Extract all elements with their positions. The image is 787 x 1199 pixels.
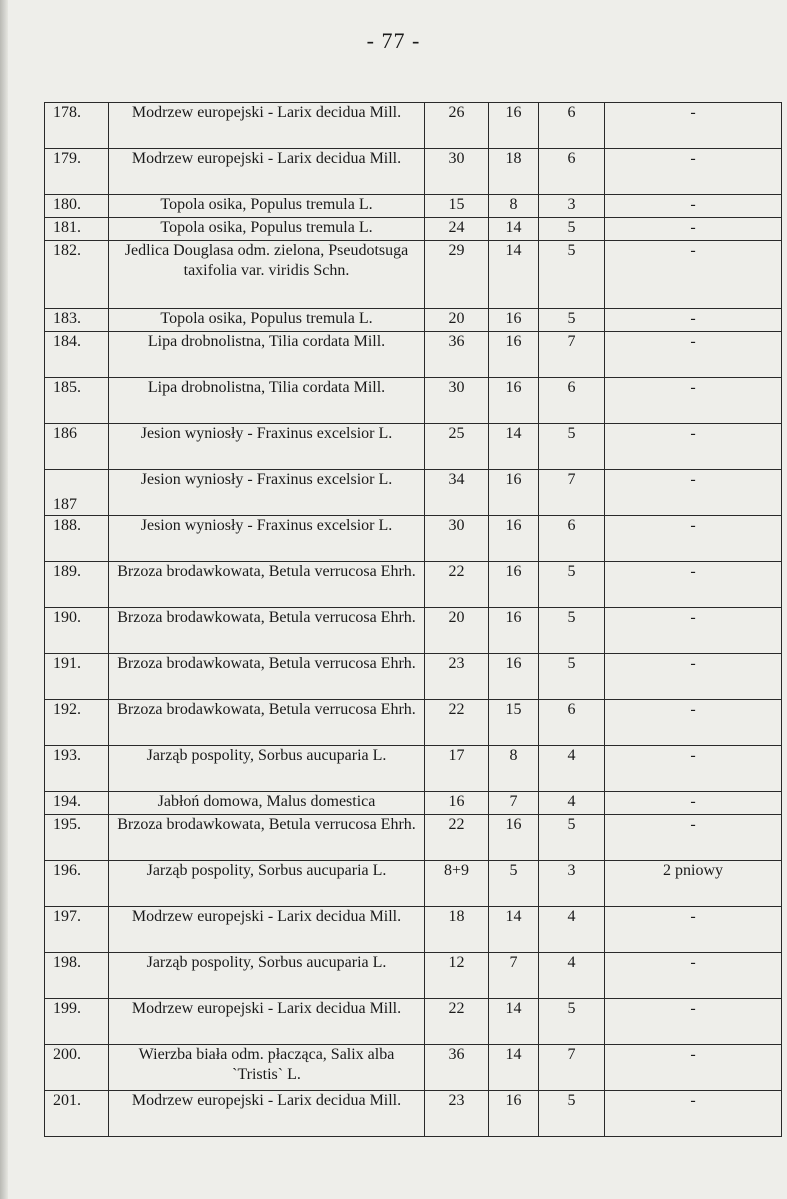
value-b-cell: 7 bbox=[489, 792, 539, 815]
value-b-cell: 14 bbox=[489, 424, 539, 470]
species-name-cell: Modrzew europejski - Larix decidua Mill. bbox=[109, 907, 425, 953]
species-name-cell: Jabłoń domowa, Malus domestica bbox=[109, 792, 425, 815]
species-name-cell: Jesion wyniosły - Fraxinus excelsior L. bbox=[109, 470, 425, 516]
value-c-cell: 3 bbox=[539, 861, 605, 907]
table-row bbox=[45, 1045, 782, 1091]
species-name-cell: Brzoza brodawkowata, Betula verrucosa Ehrh. bbox=[109, 815, 425, 861]
remarks-cell: - bbox=[605, 103, 782, 149]
value-c-cell: 4 bbox=[539, 746, 605, 792]
species-name-cell: Brzoza brodawkowata, Betula verrucosa Ehrh. bbox=[109, 608, 425, 654]
remarks-cell: - bbox=[605, 241, 782, 309]
value-a-cell: 22 bbox=[425, 815, 489, 861]
remarks-cell: - bbox=[605, 999, 782, 1045]
tree-inventory-table bbox=[44, 102, 782, 1137]
remarks-cell: - bbox=[605, 470, 782, 516]
value-a-cell: 30 bbox=[425, 516, 489, 562]
remarks-cell: - bbox=[605, 654, 782, 700]
value-b-cell: 16 bbox=[489, 562, 539, 608]
value-a-cell: 30 bbox=[425, 149, 489, 195]
value-a-cell: 30 bbox=[425, 378, 489, 424]
value-c-cell: 6 bbox=[539, 103, 605, 149]
remarks-cell: - bbox=[605, 195, 782, 218]
remarks-cell: - bbox=[605, 1045, 782, 1091]
remarks-cell: - bbox=[605, 562, 782, 608]
page-edge-shadow bbox=[0, 0, 8, 1199]
value-c-cell: 7 bbox=[539, 332, 605, 378]
value-c-cell: 6 bbox=[539, 700, 605, 746]
remarks-cell: - bbox=[605, 608, 782, 654]
table-row bbox=[45, 241, 782, 309]
value-a-cell: 23 bbox=[425, 654, 489, 700]
value-a-cell: 23 bbox=[425, 1091, 489, 1137]
remarks-cell: - bbox=[605, 1091, 782, 1137]
remarks-cell: - bbox=[605, 332, 782, 378]
remarks-cell: - bbox=[605, 746, 782, 792]
species-name-cell: Jesion wyniosły - Fraxinus excelsior L. bbox=[109, 424, 425, 470]
value-a-cell: 15 bbox=[425, 195, 489, 218]
value-b-cell: 16 bbox=[489, 815, 539, 861]
value-b-cell: 16 bbox=[489, 470, 539, 516]
row-number-cell: 184. bbox=[45, 332, 109, 378]
table-row bbox=[45, 309, 782, 332]
remarks-cell: - bbox=[605, 309, 782, 332]
table-row bbox=[45, 562, 782, 608]
value-b-cell: 16 bbox=[489, 608, 539, 654]
value-b-cell: 14 bbox=[489, 1045, 539, 1091]
value-c-cell: 5 bbox=[539, 241, 605, 309]
row-number-cell: 201. bbox=[45, 1091, 109, 1137]
table-row bbox=[45, 654, 782, 700]
value-c-cell: 7 bbox=[539, 1045, 605, 1091]
table-row bbox=[45, 700, 782, 746]
row-number-cell: 182. bbox=[45, 241, 109, 309]
value-b-cell: 16 bbox=[489, 516, 539, 562]
species-name-cell: Brzoza brodawkowata, Betula verrucosa Ehrh. bbox=[109, 700, 425, 746]
value-a-cell: 36 bbox=[425, 1045, 489, 1091]
value-a-cell: 26 bbox=[425, 103, 489, 149]
species-name-cell: Lipa drobnolistna, Tilia cordata Mill. bbox=[109, 378, 425, 424]
row-number-cell: 199. bbox=[45, 999, 109, 1045]
value-a-cell: 34 bbox=[425, 470, 489, 516]
value-c-cell: 6 bbox=[539, 516, 605, 562]
row-number-cell: 179. bbox=[45, 149, 109, 195]
row-number-cell: 190. bbox=[45, 608, 109, 654]
table-row bbox=[45, 746, 782, 792]
remarks-cell: - bbox=[605, 516, 782, 562]
table-row bbox=[45, 424, 782, 470]
value-b-cell: 5 bbox=[489, 861, 539, 907]
value-c-cell: 3 bbox=[539, 195, 605, 218]
remarks-cell: - bbox=[605, 218, 782, 241]
value-a-cell: 24 bbox=[425, 218, 489, 241]
value-c-cell: 5 bbox=[539, 815, 605, 861]
table-row bbox=[45, 470, 782, 516]
value-b-cell: 14 bbox=[489, 241, 539, 309]
remarks-cell: - bbox=[605, 424, 782, 470]
species-name-cell: Jesion wyniosły - Fraxinus excelsior L. bbox=[109, 516, 425, 562]
species-name-cell: Modrzew europejski - Larix decidua Mill. bbox=[109, 103, 425, 149]
table-row bbox=[45, 218, 782, 241]
value-a-cell: 29 bbox=[425, 241, 489, 309]
value-c-cell: 5 bbox=[539, 608, 605, 654]
remarks-cell: - bbox=[605, 149, 782, 195]
remarks-cell: - bbox=[605, 378, 782, 424]
value-c-cell: 5 bbox=[539, 309, 605, 332]
row-number-cell: 191. bbox=[45, 654, 109, 700]
value-a-cell: 8+9 bbox=[425, 861, 489, 907]
row-number-cell: 195. bbox=[45, 815, 109, 861]
remarks-cell: 2 pniowy bbox=[605, 861, 782, 907]
value-a-cell: 22 bbox=[425, 700, 489, 746]
value-a-cell: 18 bbox=[425, 907, 489, 953]
species-name-cell: Topola osika, Populus tremula L. bbox=[109, 195, 425, 218]
value-a-cell: 12 bbox=[425, 953, 489, 999]
value-c-cell: 4 bbox=[539, 792, 605, 815]
remarks-cell: - bbox=[605, 953, 782, 999]
value-c-cell: 5 bbox=[539, 424, 605, 470]
species-name-cell: Jarząb pospolity, Sorbus aucuparia L. bbox=[109, 861, 425, 907]
row-number-cell: 194. bbox=[45, 792, 109, 815]
value-b-cell: 16 bbox=[489, 1091, 539, 1137]
value-b-cell: 8 bbox=[489, 195, 539, 218]
table-row bbox=[45, 195, 782, 218]
row-number-cell: 200. bbox=[45, 1045, 109, 1091]
species-name-cell: Brzoza brodawkowata, Betula verrucosa Ehrh. bbox=[109, 654, 425, 700]
value-b-cell: 16 bbox=[489, 654, 539, 700]
row-number-cell: 197. bbox=[45, 907, 109, 953]
value-c-cell: 7 bbox=[539, 470, 605, 516]
table-row bbox=[45, 149, 782, 195]
value-b-cell: 16 bbox=[489, 103, 539, 149]
species-name-cell: Jarząb pospolity, Sorbus aucuparia L. bbox=[109, 746, 425, 792]
value-a-cell: 36 bbox=[425, 332, 489, 378]
page-number: - 77 - bbox=[366, 28, 421, 53]
value-a-cell: 22 bbox=[425, 562, 489, 608]
row-number-cell: 192. bbox=[45, 700, 109, 746]
row-number-cell: 185. bbox=[45, 378, 109, 424]
value-b-cell: 14 bbox=[489, 907, 539, 953]
remarks-cell: - bbox=[605, 907, 782, 953]
value-a-cell: 22 bbox=[425, 999, 489, 1045]
value-b-cell: 7 bbox=[489, 953, 539, 999]
table-row bbox=[45, 516, 782, 562]
row-number-cell: 196. bbox=[45, 861, 109, 907]
value-a-cell: 20 bbox=[425, 309, 489, 332]
row-number-cell: 178. bbox=[45, 103, 109, 149]
value-b-cell: 16 bbox=[489, 309, 539, 332]
table-row bbox=[45, 378, 782, 424]
value-a-cell: 17 bbox=[425, 746, 489, 792]
species-name-cell: Modrzew europejski - Larix decidua Mill. bbox=[109, 999, 425, 1045]
row-number-cell: 180. bbox=[45, 195, 109, 218]
value-c-cell: 4 bbox=[539, 953, 605, 999]
species-name-cell: Wierzba biała odm. płacząca, Salix alba `Tristis` L. bbox=[109, 1045, 425, 1091]
remarks-cell: - bbox=[605, 815, 782, 861]
value-a-cell: 16 bbox=[425, 792, 489, 815]
value-c-cell: 4 bbox=[539, 907, 605, 953]
species-name-cell: Modrzew europejski - Larix decidua Mill. bbox=[109, 1091, 425, 1137]
table-row bbox=[45, 332, 782, 378]
species-name-cell: Topola osika, Populus tremula L. bbox=[109, 309, 425, 332]
table-row bbox=[45, 953, 782, 999]
value-b-cell: 16 bbox=[489, 378, 539, 424]
value-b-cell: 15 bbox=[489, 700, 539, 746]
value-c-cell: 6 bbox=[539, 378, 605, 424]
species-name-cell: Jedlica Douglasa odm. zielona, Pseudotsuga taxifolia var. viridis Schn. bbox=[109, 241, 425, 309]
value-b-cell: 16 bbox=[489, 332, 539, 378]
table-row bbox=[45, 608, 782, 654]
value-b-cell: 18 bbox=[489, 149, 539, 195]
table-row bbox=[45, 861, 782, 907]
species-name-cell: Lipa drobnolistna, Tilia cordata Mill. bbox=[109, 332, 425, 378]
table-row bbox=[45, 792, 782, 815]
value-c-cell: 5 bbox=[539, 218, 605, 241]
species-name-cell: Topola osika, Populus tremula L. bbox=[109, 218, 425, 241]
species-name-cell: Brzoza brodawkowata, Betula verrucosa Ehrh. bbox=[109, 562, 425, 608]
remarks-cell: - bbox=[605, 700, 782, 746]
species-name-cell: Modrzew europejski - Larix decidua Mill. bbox=[109, 149, 425, 195]
row-number-cell: 189. bbox=[45, 562, 109, 608]
table-row bbox=[45, 815, 782, 861]
value-b-cell: 14 bbox=[489, 999, 539, 1045]
table-row bbox=[45, 1091, 782, 1137]
table-row bbox=[45, 907, 782, 953]
value-a-cell: 20 bbox=[425, 608, 489, 654]
value-c-cell: 5 bbox=[539, 562, 605, 608]
row-number-cell: 186 bbox=[45, 424, 109, 470]
row-number-cell: 188. bbox=[45, 516, 109, 562]
value-b-cell: 14 bbox=[489, 218, 539, 241]
value-c-cell: 5 bbox=[539, 654, 605, 700]
value-c-cell: 5 bbox=[539, 1091, 605, 1137]
row-number-cell: 198. bbox=[45, 953, 109, 999]
table-row bbox=[45, 103, 782, 149]
value-c-cell: 6 bbox=[539, 149, 605, 195]
row-number-cell: 181. bbox=[45, 218, 109, 241]
table-row bbox=[45, 999, 782, 1045]
value-b-cell: 8 bbox=[489, 746, 539, 792]
row-number-cell: 183. bbox=[45, 309, 109, 332]
row-number-cell: 193. bbox=[45, 746, 109, 792]
value-a-cell: 25 bbox=[425, 424, 489, 470]
row-number-cell: 187 bbox=[45, 470, 109, 516]
species-name-cell: Jarząb pospolity, Sorbus aucuparia L. bbox=[109, 953, 425, 999]
value-c-cell: 5 bbox=[539, 999, 605, 1045]
remarks-cell: - bbox=[605, 792, 782, 815]
